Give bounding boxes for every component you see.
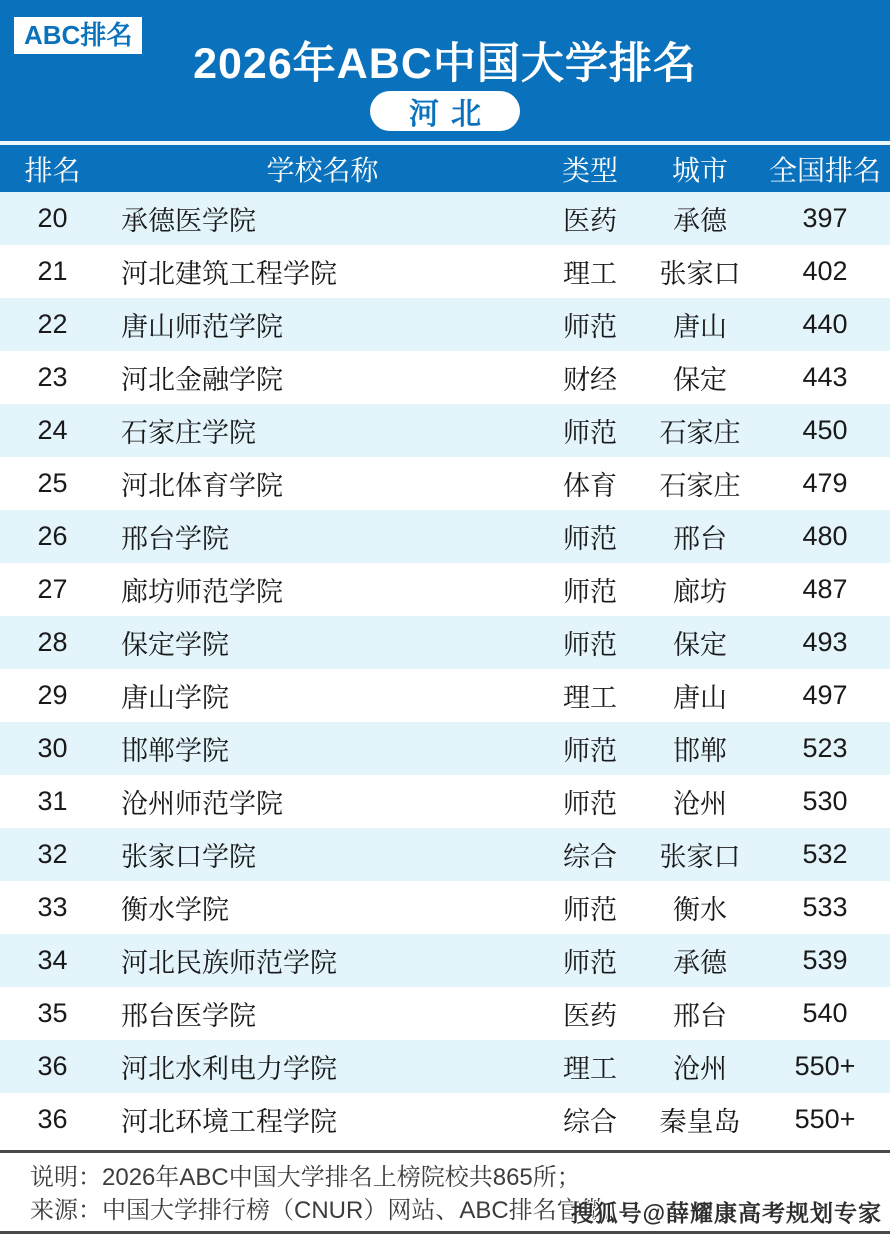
type-cell: 理工 xyxy=(563,1054,617,1084)
table-row xyxy=(0,722,890,775)
city-cell: 邢台 xyxy=(673,1001,727,1031)
national-rank-cell: 523 xyxy=(802,733,848,763)
city-cell: 张家口 xyxy=(659,259,741,289)
school-name-cell: 邢台学院 xyxy=(121,524,229,554)
school-name-cell: 张家口学院 xyxy=(121,842,256,872)
city-cell: 沧州 xyxy=(673,789,727,819)
type-cell: 师范 xyxy=(563,418,617,448)
type-cell: 师范 xyxy=(563,524,617,554)
column-header-type: 类型 xyxy=(561,154,618,186)
type-cell: 理工 xyxy=(563,683,617,713)
rank-cell: 22 xyxy=(37,309,68,339)
city-cell: 廊坊 xyxy=(673,577,727,607)
abc-ranking-badge: ABC排名 xyxy=(14,17,142,54)
rank-cell: 33 xyxy=(37,892,68,922)
national-rank-cell: 539 xyxy=(802,945,848,975)
school-name-cell: 保定学院 xyxy=(121,630,229,660)
table-row xyxy=(0,245,890,298)
city-cell: 唐山 xyxy=(673,312,727,342)
national-rank-cell: 402 xyxy=(802,256,848,286)
type-cell: 体育 xyxy=(563,471,617,501)
type-cell: 师范 xyxy=(563,312,617,342)
rank-cell: 24 xyxy=(37,415,68,445)
city-cell: 保定 xyxy=(673,630,727,660)
city-cell: 承德 xyxy=(673,206,727,236)
rank-cell: 35 xyxy=(37,998,68,1028)
table-row xyxy=(0,192,890,245)
national-rank-cell: 397 xyxy=(802,203,848,233)
column-header-school-name: 学校名称 xyxy=(266,154,379,186)
national-rank-cell: 443 xyxy=(802,362,848,392)
rank-cell: 26 xyxy=(37,521,68,551)
rank-cell: 23 xyxy=(37,362,68,392)
national-rank-cell: 532 xyxy=(802,839,848,869)
national-rank-cell: 530 xyxy=(802,786,848,816)
table-row xyxy=(0,298,890,351)
table-row xyxy=(0,669,890,722)
table-row xyxy=(0,510,890,563)
rank-cell: 28 xyxy=(37,627,68,657)
rank-cell: 20 xyxy=(37,203,68,233)
rank-cell: 25 xyxy=(37,468,68,498)
school-name-cell: 河北民族师范学院 xyxy=(121,948,337,978)
city-cell: 衡水 xyxy=(673,895,727,925)
national-rank-cell: 487 xyxy=(802,574,848,604)
school-name-cell: 河北建筑工程学院 xyxy=(121,259,337,289)
type-cell: 师范 xyxy=(563,789,617,819)
rank-cell: 31 xyxy=(37,786,68,816)
school-name-cell: 河北环境工程学院 xyxy=(121,1107,337,1137)
school-name-cell: 廊坊师范学院 xyxy=(121,577,283,607)
school-name-cell: 邢台医学院 xyxy=(121,1001,256,1031)
city-cell: 承德 xyxy=(673,948,727,978)
type-cell: 师范 xyxy=(563,948,617,978)
rank-cell: 34 xyxy=(37,945,68,975)
national-rank-cell: 550+ xyxy=(794,1051,856,1081)
school-name-cell: 河北水利电力学院 xyxy=(121,1054,337,1084)
rank-cell: 36 xyxy=(37,1104,68,1134)
column-header-city: 城市 xyxy=(671,154,728,186)
type-cell: 师范 xyxy=(563,736,617,766)
national-rank-cell: 450 xyxy=(802,415,848,445)
national-rank-cell: 479 xyxy=(802,468,848,498)
school-name-cell: 唐山师范学院 xyxy=(121,312,283,342)
city-cell: 石家庄 xyxy=(659,418,741,448)
city-cell: 石家庄 xyxy=(659,471,741,501)
table-row xyxy=(0,404,890,457)
city-cell: 邯郸 xyxy=(673,736,727,766)
school-name-cell: 石家庄学院 xyxy=(121,418,256,448)
city-cell: 张家口 xyxy=(659,842,741,872)
school-name-cell: 唐山学院 xyxy=(121,683,229,713)
type-cell: 综合 xyxy=(563,1107,617,1137)
rank-cell: 36 xyxy=(37,1051,68,1081)
province-pill: 河北 xyxy=(370,91,520,131)
type-cell: 师范 xyxy=(563,630,617,660)
school-name-cell: 河北金融学院 xyxy=(121,365,283,395)
national-rank-cell: 533 xyxy=(802,892,848,922)
school-name-cell: 邯郸学院 xyxy=(121,736,229,766)
national-rank-cell: 480 xyxy=(802,521,848,551)
national-rank-cell: 540 xyxy=(802,998,848,1028)
table-row xyxy=(0,1093,890,1146)
rank-cell: 32 xyxy=(37,839,68,869)
national-rank-cell: 440 xyxy=(802,309,848,339)
school-name-cell: 河北体育学院 xyxy=(121,471,283,501)
city-cell: 保定 xyxy=(673,365,727,395)
table-row xyxy=(0,934,890,987)
city-cell: 沧州 xyxy=(673,1054,727,1084)
page-title: 2026年ABC中国大学排名 xyxy=(193,40,697,88)
table-header-row xyxy=(0,145,890,192)
rank-cell: 21 xyxy=(37,256,68,286)
table-row xyxy=(0,987,890,1040)
school-name-cell: 沧州师范学院 xyxy=(121,789,283,819)
table-body xyxy=(0,192,890,1146)
table-row xyxy=(0,828,890,881)
type-cell: 师范 xyxy=(563,895,617,925)
national-rank-cell: 550+ xyxy=(794,1104,856,1134)
footer-source-line: 来源：中国大学排行榜（CNUR）网站、ABC排名官微。 xyxy=(30,1197,629,1224)
rank-cell: 27 xyxy=(37,574,68,604)
table-row xyxy=(0,563,890,616)
footer-note-line: 说明：2026年ABC中国大学排名上榜院校共865所； xyxy=(30,1164,581,1191)
national-rank-cell: 493 xyxy=(802,627,848,657)
watermark: 搜狐号@薛耀康高考规划专家 xyxy=(570,1200,882,1226)
table-row xyxy=(0,351,890,404)
rank-cell: 30 xyxy=(37,733,68,763)
rank-cell: 29 xyxy=(37,680,68,710)
city-cell: 唐山 xyxy=(673,683,727,713)
table-row xyxy=(0,881,890,934)
city-cell: 秦皇岛 xyxy=(659,1107,741,1137)
table-row xyxy=(0,1040,890,1093)
type-cell: 医药 xyxy=(563,206,617,236)
national-rank-cell: 497 xyxy=(802,680,848,710)
table-row xyxy=(0,775,890,828)
table-row xyxy=(0,616,890,669)
type-cell: 理工 xyxy=(563,259,617,289)
type-cell: 综合 xyxy=(563,842,617,872)
type-cell: 财经 xyxy=(563,365,617,395)
column-header-rank: 排名 xyxy=(24,154,81,186)
table-row xyxy=(0,457,890,510)
title-header xyxy=(0,0,890,145)
type-cell: 师范 xyxy=(563,577,617,607)
school-name-cell: 承德医学院 xyxy=(121,206,256,236)
city-cell: 邢台 xyxy=(673,524,727,554)
type-cell: 医药 xyxy=(563,1001,617,1031)
school-name-cell: 衡水学院 xyxy=(121,895,229,925)
column-header-national-rank: 全国排名 xyxy=(768,154,881,186)
